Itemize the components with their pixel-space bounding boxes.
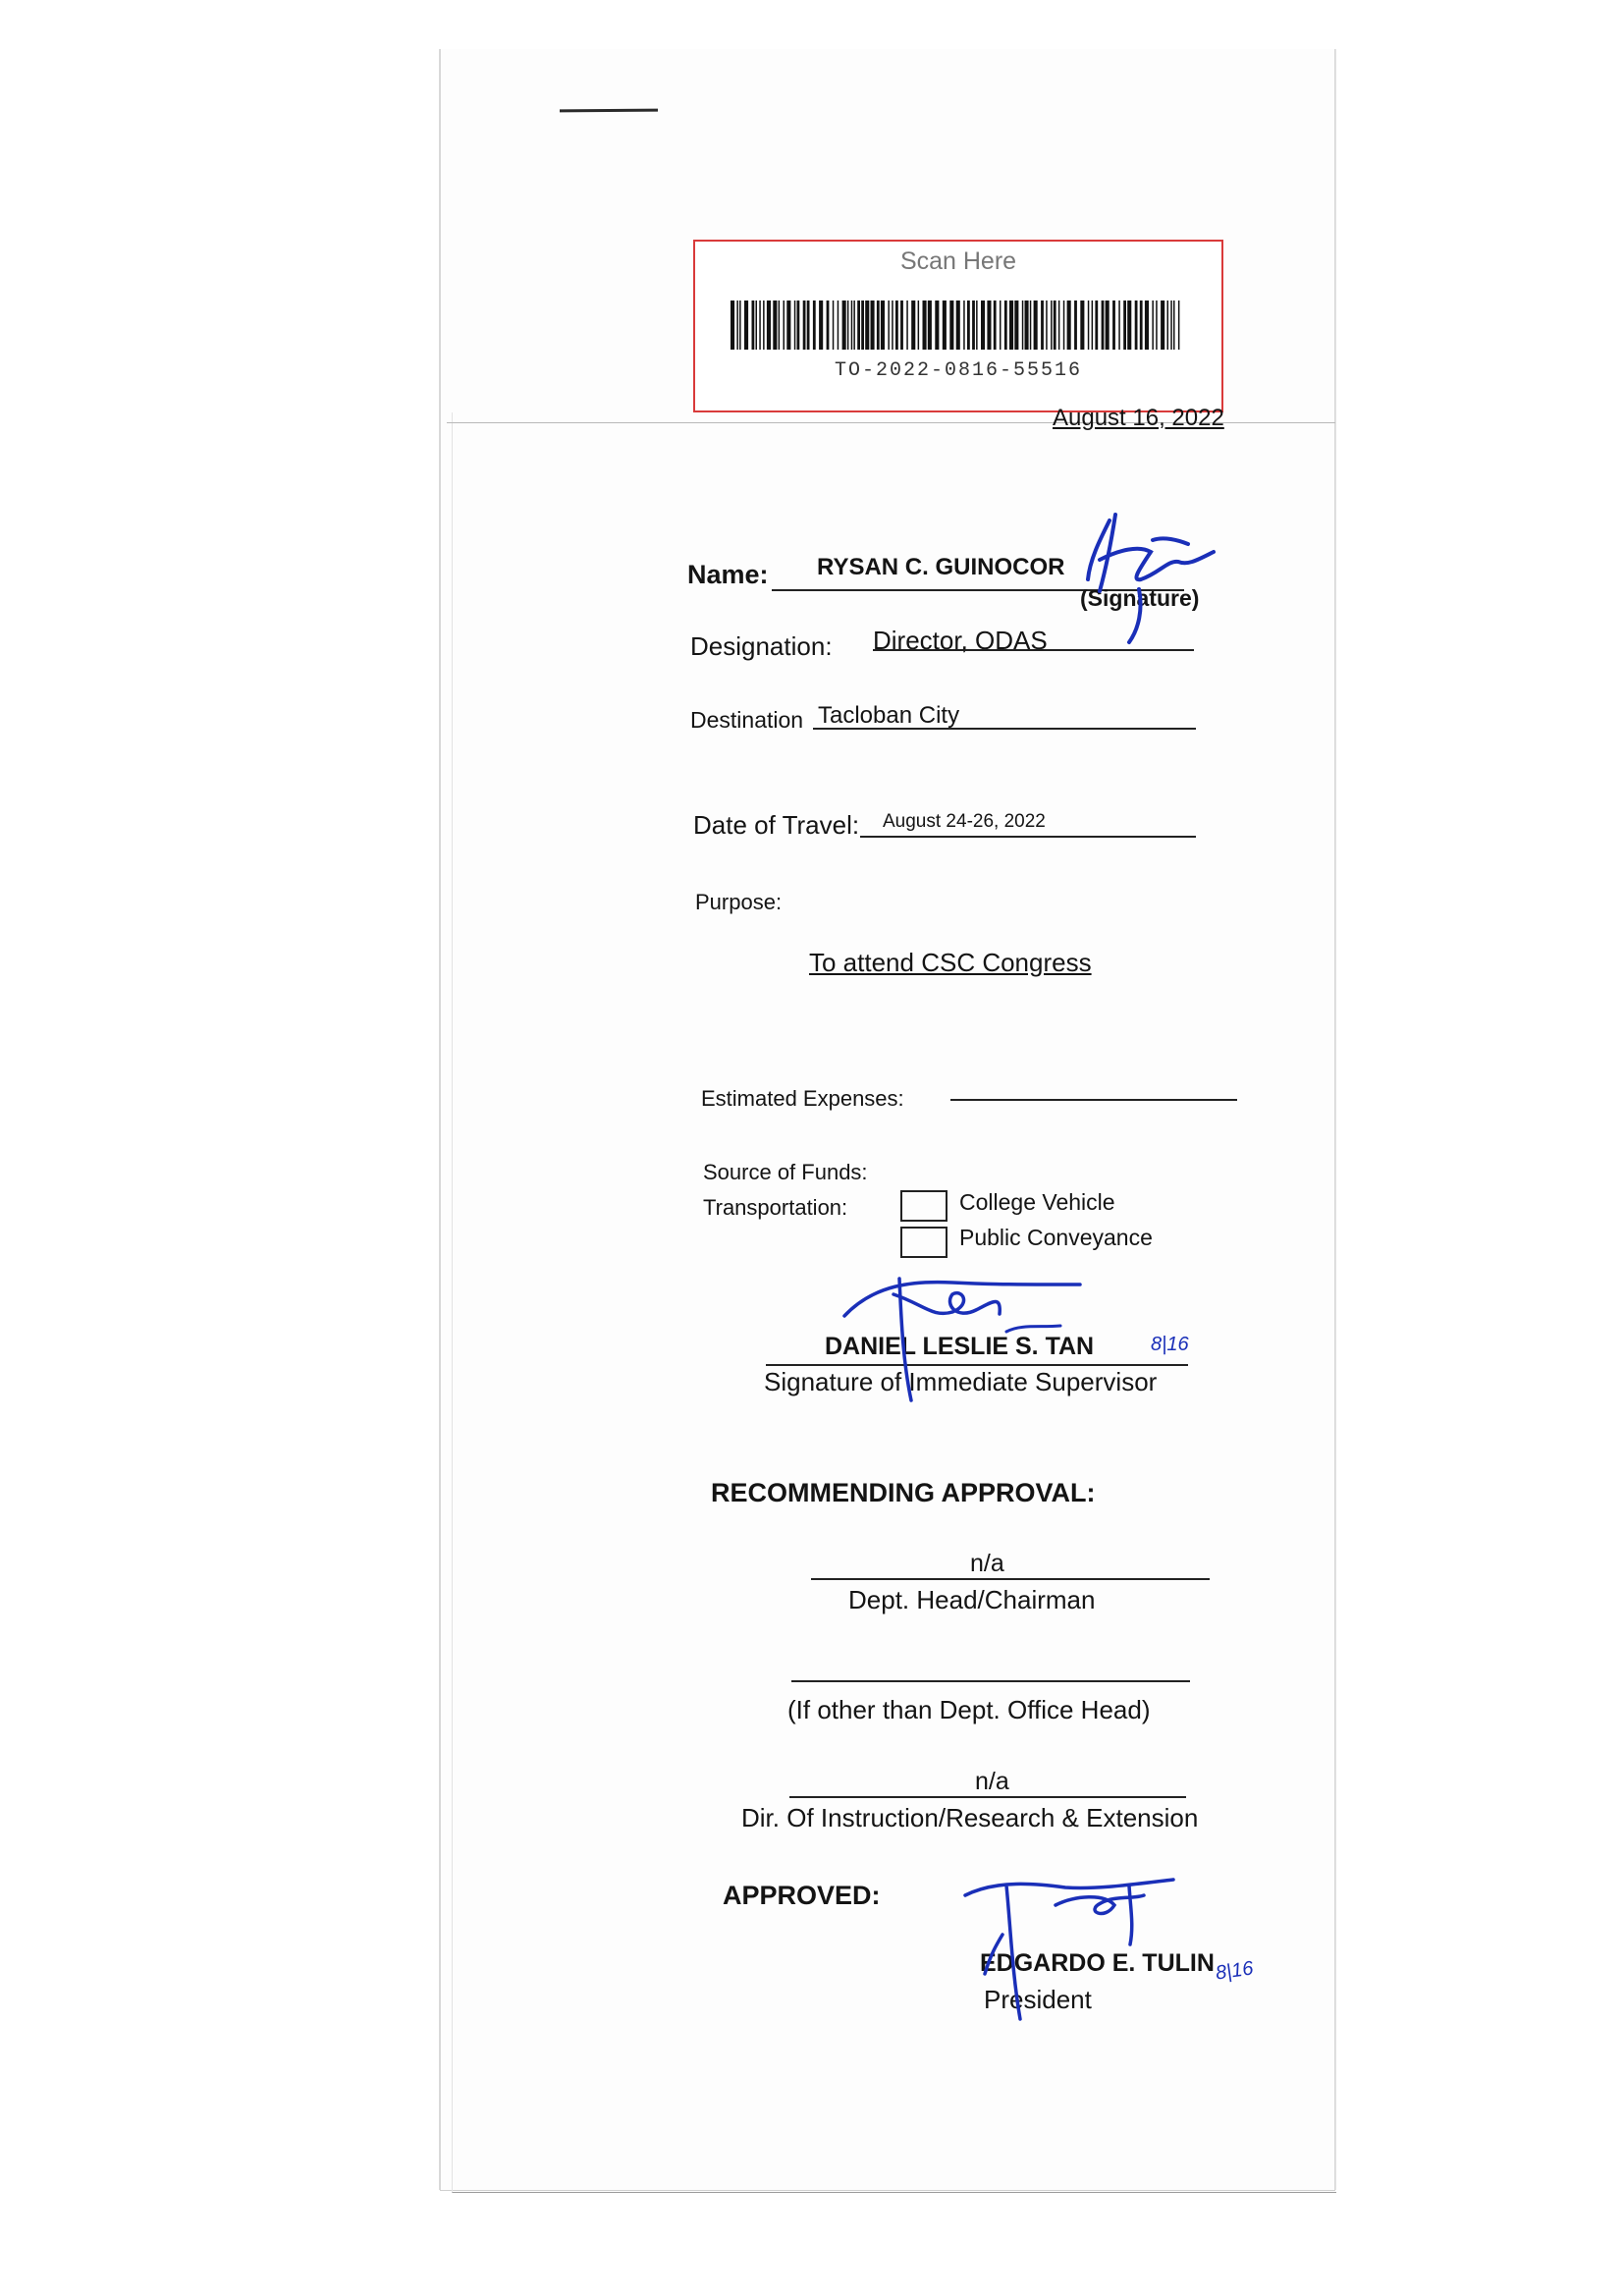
barcode-bar <box>1051 301 1053 350</box>
barcode-bar <box>759 301 761 350</box>
barcode-bar <box>819 301 823 350</box>
barcode-bar <box>1004 301 1007 350</box>
barcode-bar <box>1063 301 1065 350</box>
barcode-bar <box>967 301 970 350</box>
college-vehicle-label: College Vehicle <box>959 1189 1115 1215</box>
barcode-bar <box>853 301 855 350</box>
barcode-bar <box>1095 301 1098 350</box>
barcode-bar <box>1145 301 1149 350</box>
date-of-travel-label: Date of Travel: <box>693 810 860 840</box>
barcode-bar <box>877 301 880 350</box>
barcode-bar <box>935 301 939 350</box>
director-caption: Dir. Of Instruction/Research & Extension <box>741 1803 1199 1832</box>
barcode-bar <box>1152 301 1154 350</box>
barcode-bar <box>1092 301 1094 350</box>
barcode-bar <box>731 301 734 350</box>
barcode-bar <box>895 301 898 350</box>
barcode-bar <box>1080 301 1084 350</box>
scan-label: Scan Here <box>899 247 1017 275</box>
public-conveyance-checkbox[interactable] <box>900 1227 947 1258</box>
designation-label: Designation: <box>690 631 833 661</box>
barcode-bar <box>1112 301 1115 350</box>
barcode-bar <box>838 301 839 350</box>
designation-value: Director, ODAS <box>873 626 1048 655</box>
barcode-bar <box>911 301 915 350</box>
approver-name: EDGARDO E. TULIN <box>980 1949 1215 1977</box>
barcode-bar <box>1156 301 1158 350</box>
barcode-bar <box>972 301 975 350</box>
purpose-value: To attend CSC Congress <box>809 948 1092 977</box>
barcode-bar <box>779 301 781 350</box>
director-line <box>789 1796 1186 1798</box>
barcode-bar <box>881 301 885 350</box>
barcode-bar <box>949 301 953 350</box>
other-head-line <box>791 1680 1190 1682</box>
barcode-bar <box>744 301 748 350</box>
recommending-heading: RECOMMENDING APPROVAL: <box>711 1478 1096 1507</box>
barcode-bar <box>1067 301 1071 350</box>
barcode-bar <box>928 301 932 350</box>
barcode-bar <box>756 301 758 350</box>
name-value: RYSAN C. GUINOCOR <box>817 554 1065 580</box>
barcode-bar <box>1054 301 1056 350</box>
barcode-bar <box>1140 301 1143 350</box>
barcode-bar <box>892 301 893 350</box>
barcode-bar <box>1009 301 1013 350</box>
approver-title: President <box>984 1985 1092 2014</box>
barcode-bar <box>739 301 741 350</box>
barcode-bar <box>994 301 997 350</box>
barcode-bar <box>857 301 860 350</box>
approver-signature <box>957 1866 1193 2023</box>
barcode-bar <box>827 301 830 350</box>
barcode-bar <box>1074 301 1077 350</box>
dept-head-caption: Dept. Head/Chairman <box>848 1585 1096 1614</box>
barcode-bar <box>906 301 908 350</box>
name-label: Name: <box>687 560 769 589</box>
barcode-bar <box>1025 301 1029 350</box>
barcode-bar <box>943 301 947 350</box>
signature-caption: (Signature) <box>1080 585 1200 611</box>
barcode-bar <box>1106 301 1110 350</box>
date-of-travel-line <box>860 836 1196 838</box>
destination-value: Tacloban City <box>818 702 960 729</box>
barcode-bar <box>833 301 835 350</box>
barcode-bar <box>900 301 903 350</box>
barcode-bar <box>807 301 810 350</box>
barcode-bar <box>1102 301 1105 350</box>
supervisor-caption: Signature of Immediate Supervisor <box>764 1367 1158 1396</box>
barcode-bar <box>847 301 849 350</box>
barcode-bar <box>1058 301 1060 350</box>
barcode-bar <box>1170 301 1172 350</box>
destination-label: Destination <box>690 707 804 733</box>
approver-initial-date: 8|16 <box>1214 1957 1255 1985</box>
barcode-bar <box>813 301 816 350</box>
barcode-bar <box>773 301 777 350</box>
transportation-label: Transportation: <box>703 1195 848 1220</box>
barcode-bar <box>1046 301 1048 350</box>
barcode-bar <box>1135 301 1138 350</box>
public-conveyance-label: Public Conveyance <box>959 1225 1153 1250</box>
barcode-bar <box>923 301 927 350</box>
dept-head-value: n/a <box>970 1550 1004 1577</box>
barcode-bar <box>865 301 869 350</box>
barcode-bar <box>784 301 785 350</box>
applicant-signature <box>1070 501 1227 648</box>
barcode-bar <box>987 301 991 350</box>
barcode-bar <box>752 301 755 350</box>
barcode-bar <box>786 301 790 350</box>
barcode-bar <box>861 301 864 350</box>
barcode-bar <box>871 301 875 350</box>
college-vehicle-checkbox[interactable] <box>900 1190 947 1222</box>
supervisor-name: DANIEL LESLIE S. TAN <box>825 1333 1095 1360</box>
barcode-bar <box>981 301 985 350</box>
estimated-expenses-line <box>950 1099 1237 1101</box>
barcode-bar <box>1088 301 1090 350</box>
barcode-bar <box>1167 301 1169 350</box>
date-of-travel-value: August 24-26, 2022 <box>883 811 1046 832</box>
destination-line <box>813 728 1196 730</box>
approved-heading: APPROVED: <box>723 1881 881 1910</box>
barcode-bar <box>803 301 806 350</box>
barcode-bar <box>1041 301 1044 350</box>
estimated-expenses-label: Estimated Expenses: <box>701 1086 904 1111</box>
barcode-bar <box>1000 301 1001 350</box>
supervisor-initial-date: 8|16 <box>1151 1334 1189 1355</box>
barcode-bar <box>1127 301 1131 350</box>
barcode-bar <box>1022 301 1024 350</box>
dept-head-line <box>811 1578 1210 1580</box>
barcode-bar <box>794 301 796 350</box>
purpose-label: Purpose: <box>695 890 783 914</box>
barcode-bar <box>1118 301 1120 350</box>
designation-line <box>873 649 1194 651</box>
barcode-code: TO-2022-0816-55516 <box>834 359 1083 382</box>
barcode-bar <box>918 301 920 350</box>
barcode-bar <box>963 301 965 350</box>
source-of-funds-label: Source of Funds: <box>703 1160 868 1184</box>
barcode-bar <box>1161 301 1164 350</box>
barcode-bar <box>1123 301 1126 350</box>
barcode-bar <box>1030 301 1032 350</box>
form-date: August 16, 2022 <box>1053 405 1224 431</box>
scan-box <box>693 240 1223 412</box>
barcode-bar <box>1173 301 1175 350</box>
director-value: n/a <box>975 1768 1009 1795</box>
barcode-bar <box>1178 301 1180 350</box>
supervisor-signature <box>835 1265 1090 1402</box>
barcode-bar <box>736 301 738 350</box>
barcode-bar <box>763 301 765 350</box>
barcode-bar <box>888 301 890 350</box>
other-head-caption: (If other than Dept. Office Head) <box>787 1695 1151 1724</box>
barcode-bar <box>956 301 960 350</box>
barcode-bar <box>767 301 771 350</box>
barcode <box>731 301 1186 350</box>
barcode-bar <box>976 301 978 350</box>
barcode-bar <box>1034 301 1038 350</box>
barcode-bar <box>1014 301 1018 350</box>
barcode-bar <box>851 301 853 350</box>
barcode-bar <box>797 301 800 350</box>
barcode-bar <box>842 301 846 350</box>
